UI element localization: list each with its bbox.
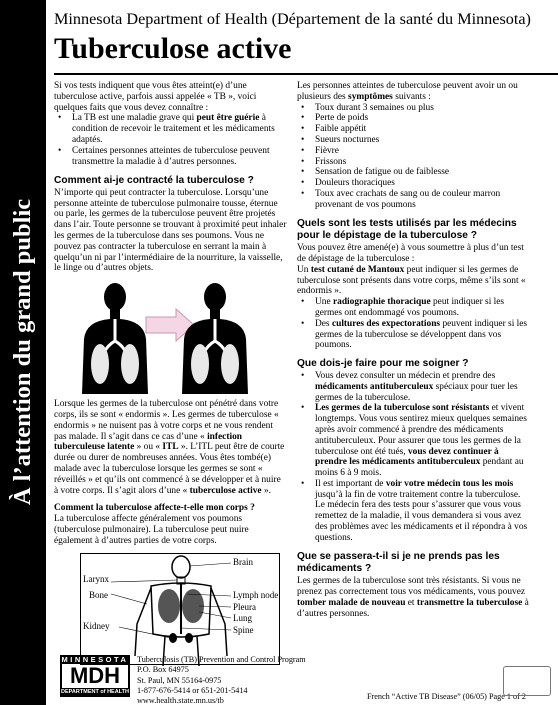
intro-bullet-list [54, 113, 287, 167]
symptom-item: • Douleurs thoraciques [297, 178, 530, 189]
affect-paragraph: La tuberculose affecte généralement vos poumons (tuberculose pulmonaire). La tuberculose peut nuire également à d’autres parties de votre corps. [54, 514, 249, 546]
symptom-item: • Sueurs nocturnes [297, 135, 530, 146]
symptom-item: • Sensation de fatigue ou de faiblesse [297, 167, 530, 178]
heading-treatment: Que dois-je faire pour me soigner ? [297, 358, 469, 370]
label-bone: Bone [89, 589, 108, 600]
label-lymph-node: Lymph node [233, 589, 279, 600]
tests-paragraph: Vous pouvez être amené(e) à vous soumettre à plus d’un test de dépistage de la tuberculose : Un test cutané de Mantoux peut indiquer si les germes de tuberculose sont présents dans votre corps, même s’ils sont « endormis ». [297, 243, 526, 297]
label-pleura: Pleura [233, 601, 256, 612]
intro-paragraph: Si vos tests indiquent que vous êtes atteint(e) d’une tuberculose active, parfois aussi appelée « TB », voici quelques faits que vous devez connaître : [54, 81, 257, 113]
intro-bullet: • Certaines personnes atteintes de tuberculose peuvent transmettre la maladie à d’autres personnes. [54, 146, 287, 168]
symptom-item: • Perte de poids [297, 113, 530, 124]
label-brain: Brain [233, 556, 253, 567]
label-lung: Lung [233, 612, 252, 623]
treatment-item: • Vous devez consulter un médecin et prendre des médicaments antituberculeux spéciaux pour tuer les germes de la tuberculose. [297, 371, 530, 403]
seal-logo [503, 666, 551, 696]
latent-infection-paragraph: Lorsque les germes de la tuberculose ont pénétré dans votre corps, ils se sont « endormis ». Les germes de tuberculose « endormis » ne nuisent pas à votre corps et ne vous rendent pas malade. Il s’agit dans ce cas d’une « infection tuberculeuse latente » ou « ITL ». L’ITL peut être de courte durée ou durer de nombreuses années. Vous êtes tombé(e) malade avec la tuberculose lorsque les germes se sont « réveillés » et qu’ils ont commencé à se développer et à nuire à votre corps. Il s’agit alors d’une « tuberculose active ». [54, 399, 285, 496]
department-name: Minnesota Department of Health (Département de la santé du Minnesota) [54, 10, 531, 28]
label-spine: Spine [233, 624, 254, 635]
symptom-item: • Faible appétit [297, 124, 530, 135]
right-column [297, 81, 530, 619]
intro-bullet: • La TB est une maladie grave qui peut être guérie à condition de recevoir le traitement et les médicaments adaptés. [54, 113, 287, 145]
test-item: • Des cultures des expectorations peuvent indiquer si les germes de la tuberculose se développent dans vos poumons. [297, 319, 530, 351]
treatment-bullet-list [297, 371, 530, 544]
symptoms-list [297, 103, 530, 211]
label-kidney: Kidney [83, 620, 110, 631]
treatment-item: • Il est important de voir votre médecin tous les mois jusqu’à la fin de votre traitement contre la tuberculose. Le médecin fera des tests pour s’assurer que vous vous remettez de la maladie, il vous demandera si vous avez des problèmes avec les médicaments et il répondra à vos questions. [297, 479, 530, 544]
sidebar-banner-text: À l’attention du grand public [9, 198, 36, 506]
contract-paragraph: N’importe qui peut contracter la tuberculose. Lorsqu’une personne atteinte de tuberculose pulmonaire tousse, éternue ou parle, les germes de la tuberculose peuvent être projetés dans l’air. Toute personne se trouvant à proximité peut inhaler les germes de la tuberculose dans ses poumons. Vous ne pouvez pas contracter la tuberculose en serrant la main à quelqu’un ni par l’intermédiaire de la nourriture, la vaisselle, le linge ou d’autres objets. [54, 187, 287, 274]
symptom-item: • Toux avec crachats de sang ou de couleur marron provenant de vos poumons [297, 189, 530, 211]
body-diagram [80, 553, 280, 665]
left-column [54, 81, 287, 665]
label-larynx: Larynx [83, 573, 109, 584]
heading-tests: Quels sont les tests utilisés par les médecins pour le dépistage de la tuberculose ? [297, 217, 517, 242]
document-reference: French “Active TB Disease” (06/05) Page 1 of 2 [367, 692, 527, 701]
test-item: • Une radiographie thoracique peut indiquer si les germes ont endommagé vos poumons. [297, 297, 530, 319]
transmission-illustration [80, 279, 250, 394]
no-medication-paragraph: Les germes de la tuberculose sont très résistants. Si vous ne prenez pas correctement tous vos médicaments, vous pouvez tomber malade de nouveau et transmettre la tuberculose à d’autres personnes. [297, 576, 529, 619]
symptom-item: • Toux durant 3 semaines ou plus [297, 103, 530, 114]
symptom-item: • Frissons [297, 157, 530, 168]
program-address: Tuberculosis (TB) Prevention and Control Program P.O. Box 64975 St. Paul, MN 55164-0975 1-877-676-5414 or 651-201-5414 www.health.state.mn.us/tb [137, 655, 357, 705]
symptoms-intro: Les personnes atteintes de tuberculose peuvent avoir un ou plusieurs des symptômes suivants : [297, 81, 518, 102]
heading-no-medication: Que se passera-t-il si je ne prends pas les médicaments ? [297, 550, 500, 575]
heading-contract: Comment ai-je contracté la tuberculose ? [54, 175, 254, 187]
page-title: Tuberculose active [54, 32, 292, 65]
mdh-logo: MINNESOTA MDH DEPARTMENT of HEALTH [61, 655, 129, 695]
symptom-item: • Fièvre [297, 146, 530, 157]
sidebar-banner [0, 0, 46, 705]
heading-affect: Comment la tuberculose affecte-t-elle mon corps ? [54, 503, 255, 514]
program-website-link[interactable]: www.health.state.mn.us/tb [137, 696, 224, 705]
tests-bullet-list [297, 297, 530, 351]
header-divider [54, 73, 558, 75]
treatment-item: • Les germes de la tuberculose sont résistants et vivent longtemps. Vous vous sentirez mieux quelques semaines après avoir commencé à prendre des médicaments antituberculeux. Pour assurer que tous les germes de la tuberculose ont été tués, vous devez continuer à prendre les médicaments antituberculeux pendant au moins 6 à 9 mois. [297, 403, 530, 479]
